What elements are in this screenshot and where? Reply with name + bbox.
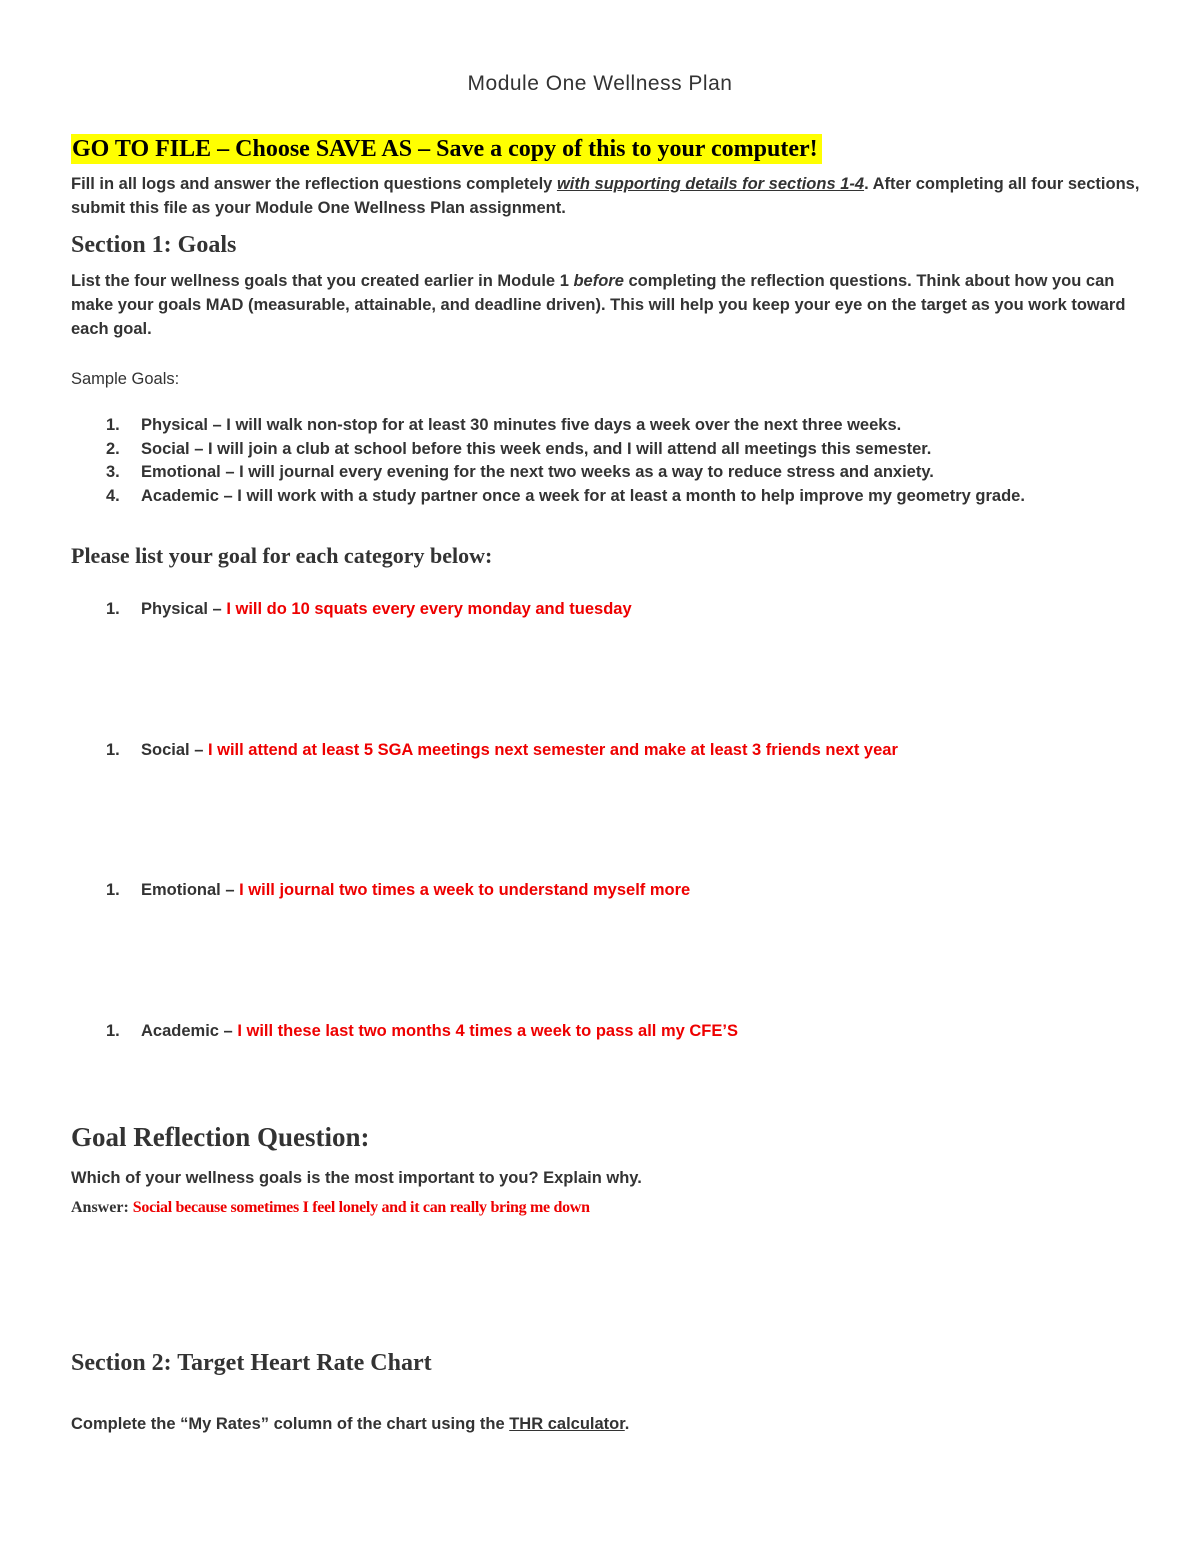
list-number: 3. [106,463,120,481]
goal-label: Emotional – [141,881,240,899]
section2-text-1: Complete the “My Rates” column of the chart using the [71,1415,510,1433]
list-number: 1. [106,600,120,618]
reflection-question: Which of your wellness goals is the most important to you? Explain why. [71,1169,642,1187]
list-number: 4. [106,487,120,505]
section2-instruction [71,1412,1141,1436]
intro-text-2: . After completing all four sections, submit this file as your Module One Wellness Plan assignment. [71,175,1140,217]
section1-desc-2: completing the reflection questions. Think about how you can make your goals MAD (measurable, attainable, and deadline driven). This will help you keep your eye on the target as you work toward each goal. [71,272,1126,338]
answer-label: Answer: [71,1199,133,1216]
list-number: 1. [106,416,120,434]
list-number: 2. [106,440,120,458]
section1-desc-em: before [573,272,624,290]
sample-goal-item [106,484,1025,508]
save-as-banner: GO TO FILE – Choose SAVE AS – Save a copy of this to your computer! [71,134,822,164]
goal-answer: I will journal two times a week to understand myself more [239,881,691,899]
sample-goal-text: Physical – I will walk non-stop for at least 30 minutes five days a week over the next three weeks. [141,416,902,434]
goal-list-heading: Please list your goal for each category below: [71,543,493,568]
section2-text-2: . [624,1415,630,1433]
section1-heading: Section 1: Goals [71,232,237,258]
answer-text: Social because sometimes I feel lonely and it can really bring me down [132,1199,590,1216]
intro-text-1: Fill in all logs and answer the reflection questions completely [71,175,557,193]
goal-social [106,738,898,762]
list-number: 1. [106,881,120,899]
section2-heading: Section 2: Target Heart Rate Chart [71,1350,432,1376]
sample-goal-text: Emotional – I will journal every evening for the next two weeks as a way to reduce stress and anxiety. [141,463,934,481]
goal-physical [106,597,632,621]
sample-goal-item [106,460,934,484]
intro-paragraph [71,172,1141,220]
goal-answer: I will these last two months 4 times a week to pass all my CFE’S [237,1022,738,1040]
sample-goal-text: Academic – I will work with a study partner once a week for at least a month to help improve my geometry grade. [141,487,1025,505]
goal-academic [106,1019,738,1043]
section1-description [71,269,1141,341]
reflection-answer [71,1199,590,1217]
goal-answer: I will attend at least 5 SGA meetings next semester and make at least 3 friends next year [207,741,898,759]
sample-goals-label: Sample Goals: [71,370,180,388]
intro-emphasis: with supporting details for sections 1-4 [556,175,865,193]
reflection-heading: Goal Reflection Question: [71,1122,370,1152]
goal-label: Academic – [141,1022,238,1040]
goal-emotional [106,878,690,902]
section1-desc-1: List the four wellness goals that you created earlier in Module 1 [71,272,574,290]
list-number: 1. [106,741,120,759]
sample-goal-item [106,437,931,461]
sample-goal-item [106,413,901,437]
document-title: Module One Wellness Plan [467,72,733,95]
goal-label: Physical – [141,600,227,618]
thr-calculator-link[interactable]: THR calculator [509,1415,625,1433]
sample-goal-text: Social – I will join a club at school before this week ends, and I will attend all meetings this semester. [141,440,932,458]
goal-answer: I will do 10 squats every every monday and tuesday [226,600,632,618]
goal-label: Social – [141,741,208,759]
list-number: 1. [106,1022,120,1040]
